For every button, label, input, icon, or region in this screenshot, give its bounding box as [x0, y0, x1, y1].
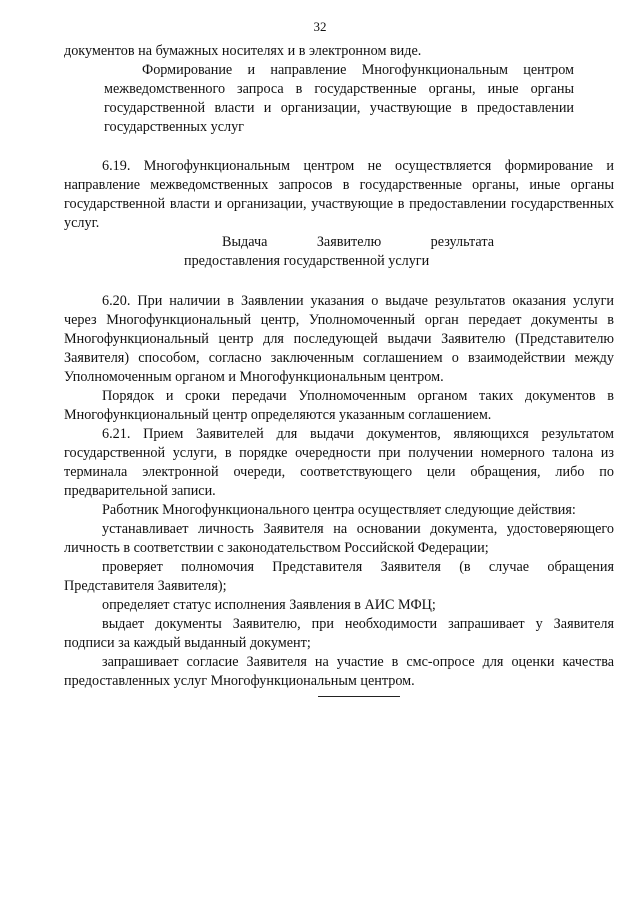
document-body	[64, 42, 614, 691]
action-item-determine-status: определяет статус исполнения Заявления в АИС МФЦ;	[102, 597, 436, 613]
action-item-request-survey-consent: запрашивает согласие Заявителя на участие в смс-опросе для оценки качества предоставленных услуг Многофункциональным центром.	[64, 654, 614, 689]
action-item-issue-documents: выдает документы Заявителю, при необходимости запрашивает у Заявителя подписи за каждый выданный документ;	[64, 616, 614, 651]
paragraph-transfer-procedure: Порядок и сроки передачи Уполномоченным органом таких документов в Многофункциональный центр определяются указанным соглашением.	[64, 388, 614, 423]
paragraph-employee-actions-intro: Работник Многофункционального центра осуществляет следующие действия:	[102, 502, 576, 518]
page-number: 32	[313, 19, 327, 34]
action-item-check-authority: проверяет полномочия Представителя Заявителя (в случае обращения Представителя Заявителя);	[64, 559, 614, 594]
paragraph-6-21: 6.21. Прием Заявителей для выдачи документов, являющихся результатом государственной услуги, в порядке очередности при получении номерного талона из терминала электронной очереди, соответствующего цели обращения, либо по предварительной записи.	[64, 426, 614, 499]
paragraph-6-20: 6.20. При наличии в Заявлении указания о выдаче результатов оказания услуги через Многофункциональный центр, Уполномоченный орган передает документы в Многофункциональный центр для последующей выдачи Заявителю (Представителю Заявителя) способом, согласно заключенным соглашением о взаимодействии между Уполномоченным органом и Многофункциональным центром.	[64, 293, 614, 385]
section-heading-result-issuance: Выдача Заявителю результата предоставления государственной услуги	[184, 234, 494, 269]
end-of-section-rule	[318, 696, 400, 697]
paragraph-6-19: 6.19. Многофункциональным центром не осуществляется формирование и направление межведомственных запросов в государственные органы, иные органы государственной власти и организации, участвующие в предоставлении государственных услуг.	[64, 158, 614, 231]
intro-line: документов на бумажных носителях и в электронном виде.	[64, 43, 422, 59]
action-item-identify-applicant: устанавливает личность Заявителя на основании документа, удостоверяющего личность в соответствии с законодательством Российской Федерации;	[64, 521, 614, 556]
section-heading-interagency-requests: Формирование и направление Многофункциональным центром межведомственного запроса в государственные органы, иные органы государственной власти и организации, участвующие в предоставлении государственных услуг	[104, 62, 574, 135]
